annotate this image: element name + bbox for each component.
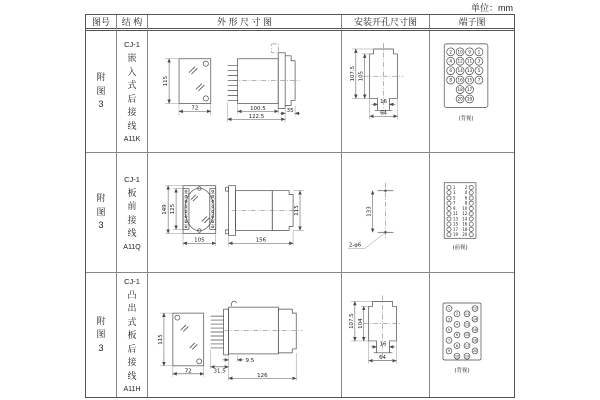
model-code-label: A11K — [123, 136, 141, 143]
svg-text:11: 11 — [452, 211, 458, 217]
dim-front-width: 72 — [184, 368, 192, 375]
svg-text:8: 8 — [464, 200, 468, 206]
svg-text:10: 10 — [457, 49, 463, 55]
svg-text:12: 12 — [462, 211, 468, 217]
dim-rear-depth: 31.5 — [213, 368, 226, 375]
install-drawing-a11q — [342, 153, 429, 272]
svg-text:16: 16 — [457, 77, 463, 83]
dim-flange: 35 — [286, 107, 294, 114]
svg-text:20: 20 — [472, 349, 478, 354]
svg-text:10: 10 — [462, 205, 468, 211]
model-label: CJ-1 — [124, 276, 140, 286]
svg-text:1: 1 — [477, 49, 481, 55]
dim-depth: 100.5 — [250, 105, 266, 112]
dim-total-depth: 122.5 — [248, 113, 265, 120]
svg-text:14: 14 — [457, 68, 463, 74]
terminal-view-label: (前视) — [452, 245, 468, 252]
dim-front-width: 72 — [191, 105, 199, 112]
svg-text:20: 20 — [462, 232, 468, 238]
fig-no-text: 附图3 — [96, 315, 106, 353]
dim-opening-width: 64 — [380, 110, 387, 117]
row1-install-cell — [342, 31, 430, 153]
svg-text:7: 7 — [447, 338, 451, 343]
svg-text:19: 19 — [466, 96, 473, 102]
mount-type-label: 嵌入式后接线 — [127, 53, 137, 131]
svg-text:13: 13 — [466, 68, 473, 74]
svg-text:15: 15 — [464, 333, 470, 338]
svg-text:2: 2 — [455, 312, 459, 317]
svg-text:13: 13 — [464, 322, 470, 327]
svg-text:16: 16 — [462, 221, 468, 227]
install-drawing-a11k — [342, 31, 429, 152]
dim-hole-spacing: 133 — [366, 206, 373, 217]
row2-structure — [117, 153, 148, 273]
svg-text:18: 18 — [472, 338, 478, 343]
svg-text:3: 3 — [452, 190, 456, 196]
outline-drawing-a11q — [148, 153, 341, 272]
dim-install-inner-height: 105 — [358, 70, 365, 82]
svg-text:4: 4 — [464, 190, 468, 196]
svg-text:7: 7 — [452, 200, 456, 206]
svg-text:6: 6 — [455, 333, 459, 338]
svg-text:15: 15 — [452, 221, 458, 227]
outline-drawing-a11h — [148, 273, 341, 397]
header-fig-no: 图号 — [86, 15, 117, 31]
row1-structure — [117, 31, 148, 153]
svg-text:6: 6 — [449, 68, 453, 74]
svg-text:1: 1 — [447, 306, 451, 311]
header-structure: 结 构 — [117, 15, 148, 31]
dim-pin-depth: 9.5 — [245, 357, 255, 364]
row2-terminal-cell — [430, 153, 514, 273]
svg-text:12: 12 — [472, 306, 478, 311]
dim-front-height: 115 — [157, 334, 164, 345]
model-label: CJ-1 — [124, 174, 140, 184]
model-code-label: A11H — [123, 386, 141, 394]
row3-outline-cell — [148, 273, 342, 397]
svg-text:17: 17 — [452, 226, 458, 232]
svg-text:4: 4 — [449, 58, 453, 64]
model-label: CJ-1 — [124, 40, 140, 49]
dim-front-inner-height: 125 — [170, 203, 177, 215]
svg-text:13: 13 — [452, 216, 458, 222]
dim-side-height: 115 — [294, 205, 301, 216]
svg-text:9: 9 — [452, 205, 456, 211]
svg-text:10: 10 — [454, 354, 460, 359]
row2-install-cell — [342, 153, 430, 273]
svg-text:14: 14 — [472, 317, 478, 322]
header-terminal: 端子图 — [430, 15, 514, 31]
row1-fig-no — [86, 31, 117, 153]
svg-text:17: 17 — [466, 87, 473, 93]
dim-install-outer-height: 107.5 — [349, 65, 356, 82]
row2-fig-no — [86, 153, 117, 273]
fig-no-text: 附图3 — [96, 72, 106, 110]
svg-text:7: 7 — [477, 77, 481, 83]
svg-text:19: 19 — [452, 232, 458, 238]
row3-terminal-cell — [430, 273, 514, 397]
svg-text:6: 6 — [464, 195, 468, 201]
header-outline: 外 形 尺 寸 图 — [148, 15, 342, 31]
terminal-diagram-front-a11q — [430, 153, 514, 272]
dim-install-inner-height: 104 — [357, 318, 364, 329]
mount-type-label: 凸出式板后接线 — [127, 289, 137, 381]
svg-text:5: 5 — [477, 68, 481, 74]
svg-text:8: 8 — [449, 77, 453, 83]
outline-drawing-a11k — [148, 31, 341, 152]
terminal-diagram-back-a11h — [430, 273, 514, 397]
dim-opening-width: 64 — [379, 355, 386, 362]
dim-install-outer-height: 107.5 — [348, 313, 355, 329]
mount-type-label: 板前接线 — [127, 187, 137, 238]
unit-label: 单位：mm — [471, 3, 513, 13]
svg-text:3: 3 — [447, 317, 451, 322]
dim-front-outer-height: 149 — [162, 204, 169, 215]
svg-text:15: 15 — [466, 77, 473, 83]
svg-text:8: 8 — [455, 343, 459, 348]
svg-text:5: 5 — [452, 195, 456, 201]
dimension-table — [85, 14, 515, 398]
svg-text:1: 1 — [452, 184, 456, 190]
terminal-view-label: (背视) — [454, 368, 470, 374]
svg-text:11: 11 — [466, 58, 473, 64]
dim-side-length: 156 — [255, 237, 267, 244]
svg-text:11: 11 — [464, 312, 470, 317]
row3-structure — [117, 273, 148, 397]
svg-text:5: 5 — [447, 327, 451, 332]
terminal-view-label: (背视) — [458, 116, 474, 123]
dim-front-height: 115 — [163, 75, 170, 87]
dim-slot-width: 16 — [379, 341, 387, 348]
dim-slot-width: 16 — [380, 98, 387, 105]
svg-text:14: 14 — [462, 216, 468, 222]
header-install: 安装开孔尺寸图 — [342, 15, 430, 31]
svg-text:9: 9 — [468, 49, 471, 55]
svg-text:18: 18 — [462, 226, 468, 232]
svg-text:16: 16 — [472, 327, 478, 332]
svg-text:9: 9 — [447, 349, 451, 354]
svg-text:2: 2 — [464, 184, 468, 190]
row1-terminal-cell — [430, 31, 514, 153]
svg-text:20: 20 — [457, 96, 463, 102]
model-code-label: A11Q — [123, 243, 141, 251]
svg-text:2: 2 — [449, 49, 453, 55]
fig-no-text: 附图3 — [96, 193, 106, 231]
row2-outline-cell — [148, 153, 342, 273]
svg-text:4: 4 — [455, 322, 459, 327]
hole-callout-label: 2-φ6 — [348, 242, 362, 249]
svg-text:17: 17 — [464, 343, 470, 348]
terminal-diagram-back-a11k — [430, 31, 514, 152]
svg-text:3: 3 — [477, 58, 481, 64]
row1-outline-cell — [148, 31, 342, 153]
row3-fig-no — [86, 273, 117, 397]
dim-front-width: 105 — [194, 237, 205, 244]
svg-text:12: 12 — [457, 58, 463, 64]
dim-body-length: 126 — [257, 372, 268, 379]
install-drawing-a11h — [342, 273, 429, 397]
svg-text:19: 19 — [464, 354, 470, 359]
svg-text:18: 18 — [457, 87, 463, 93]
row3-install-cell — [342, 273, 430, 397]
